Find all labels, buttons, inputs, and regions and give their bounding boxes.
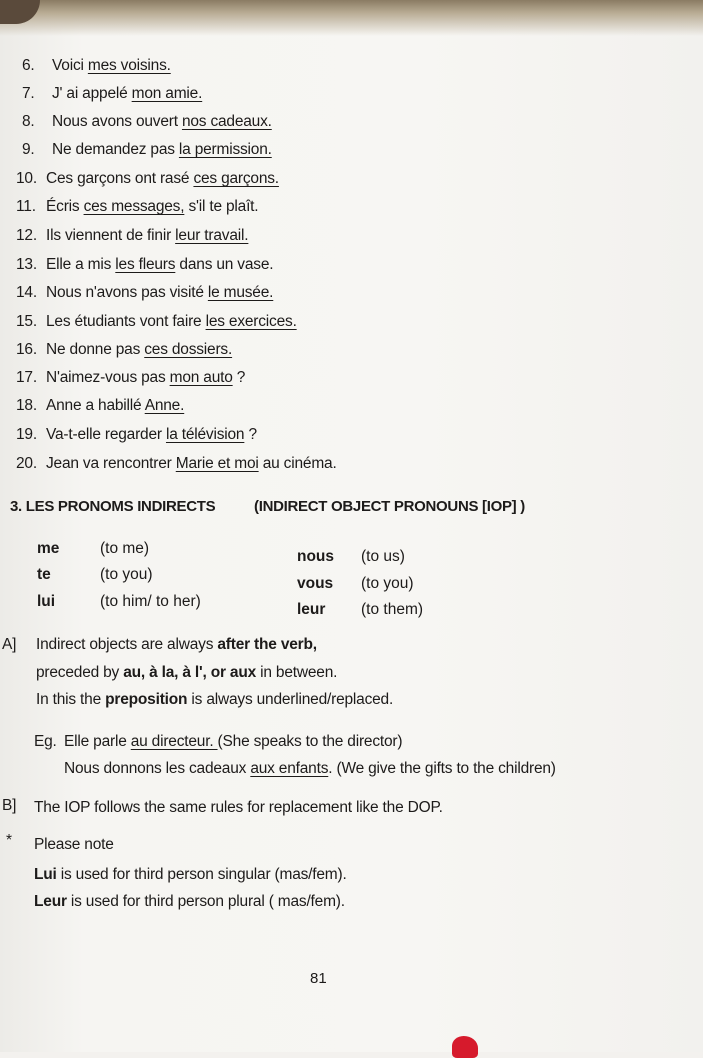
example-text: Elle parle [64,733,131,750]
exercise-underlined: la permission. [178,141,272,158]
exercise-number: 18. [16,397,37,414]
photo-shadow [0,0,703,36]
exercise-underlined: les exercices. [205,313,297,330]
rule-a-line-2 [36,664,337,682]
exercise-text: Voici [52,57,88,74]
exercise-item [22,141,272,159]
exercise-underlined: les fleurs [115,256,176,273]
exercise-number: 6. [22,57,35,74]
example-underlined: aux enfants [250,760,329,777]
exercise-text: Nous n'avons pas visité [46,284,208,301]
exercise-underlined: nos cadeaux. [181,113,272,130]
rule-text: preceded by [36,664,124,681]
note-text: is used for third person singular (mas/fem). [56,866,347,883]
exercise-number: 7. [22,85,35,102]
pronoun-row [37,593,201,611]
exercise-item [16,426,257,444]
exercise-number: 14. [16,284,37,301]
pronoun-meaning: (to us) [361,548,405,565]
exercise-text: Ne demandez pas [52,141,179,158]
example-line-2 [64,760,556,778]
rule-b-text: The IOP follows the same rules for replacement like the DOP. [34,799,443,816]
pronoun-row [37,540,149,558]
pronoun-word: te [37,566,51,583]
exercise-text: Ces garçons ont rasé [46,170,194,187]
pronoun-meaning: (to me) [100,540,150,557]
exercise-item [22,85,202,103]
exercise-number: 17. [16,369,37,386]
example-underlined: au directeur. [130,733,218,750]
exercise-item [16,397,184,415]
exercise-text: Anne a habillé [46,397,145,414]
exercise-number: 13. [16,256,37,273]
exercise-text: Ne donne pas [46,341,145,358]
exercise-text: au cinéma. [258,455,337,472]
example-label: Eg. [34,733,57,750]
exercise-text: J' ai appelé [52,85,132,102]
exercise-text: Écris [46,198,84,215]
pronoun-meaning: (to you) [100,566,153,583]
rule-bold: after the verb, [217,636,317,653]
note-title: Please note [34,836,114,853]
exercise-underlined: Marie et moi [175,455,259,472]
rule-a-line-3 [36,691,393,709]
exercise-number: 9. [22,141,35,158]
note-bold: Lui [34,866,57,883]
exercise-number: 8. [22,113,35,130]
pronoun-row [297,575,414,593]
exercise-underlined: mes voisins. [87,57,171,74]
exercise-text: ? [244,426,257,443]
exercise-item [16,256,273,274]
exercise-underlined: mon auto [169,369,233,386]
exercise-underlined: mon amie. [131,85,203,102]
exercise-number: 20. [16,455,37,472]
rule-text: In this the [36,691,106,708]
note-star: * [6,832,12,849]
exercise-number: 11. [16,198,36,215]
exercise-text: Ils viennent de finir [46,227,176,244]
exercise-text: ? [232,369,246,386]
note-line-2 [34,893,345,911]
exercise-number: 12. [16,227,37,244]
exercise-underlined: ces dossiers. [144,341,233,358]
rule-text: is always underlined/replaced. [187,691,394,708]
exercise-text: dans un vase. [175,256,274,273]
note-bold: Leur [34,893,67,910]
exercise-text: Les étudiants vont faire [46,313,206,330]
rule-b-label: B] [2,797,17,814]
pronoun-row [297,601,423,619]
exercise-underlined: ces messages, [83,198,185,215]
pronoun-word: vous [297,575,334,592]
note-line-1 [34,866,347,884]
pronoun-row [297,548,405,566]
rule-text: in between. [256,664,338,681]
exercise-text: Va-t-elle regarder [46,426,166,443]
example-translation: . (We give the gifts to the children) [328,760,556,777]
exercise-number: 10. [16,170,37,187]
pronoun-meaning: (to him/ to her) [100,593,201,610]
exercise-text: s'il te plaît. [184,198,259,215]
rule-text: Indirect objects are always [36,636,218,653]
example-translation: (She speaks to the director) [217,733,403,750]
exercise-item [16,198,258,216]
pronoun-word: lui [37,593,56,610]
section-subtitle: (INDIRECT OBJECT PRONOUNS [IOP] ) [254,498,525,515]
example-line-1 [34,733,402,751]
section-title: 3. LES PRONOMS INDIRECTS [10,498,216,515]
exercise-text: Nous avons ouvert [52,113,182,130]
exercise-text: Elle a mis [46,256,116,273]
exercise-underlined: leur travail. [175,227,249,244]
exercise-underlined: le musée. [207,284,274,301]
pronoun-word: nous [297,548,335,565]
pronoun-meaning: (to you) [361,575,414,592]
pronoun-word: me [37,540,60,557]
exercise-text: N'aimez-vous pas [46,369,170,386]
pronoun-row [37,566,153,584]
exercise-number: 16. [16,341,37,358]
exercise-underlined: ces garçons. [193,170,279,187]
exercise-item [16,284,273,302]
exercise-number: 15. [16,313,37,330]
exercise-item [22,113,272,131]
exercise-text: Jean va rencontrer [46,455,176,472]
page-number: 81 [310,970,327,987]
note-text: is used for third person plural ( mas/fem). [66,893,345,910]
exercise-item [16,341,232,359]
rule-a-label: A] [2,636,17,653]
exercise-item [16,170,279,188]
exercise-item [16,369,245,387]
rule-bold: au, à la, à l', or aux [123,664,257,681]
rule-a-line-1 [36,636,317,654]
exercise-item [16,313,297,331]
pronoun-meaning: (to them) [361,601,424,618]
exercise-underlined: la télévision [165,426,245,443]
exercise-number: 19. [16,426,37,443]
exercise-item [22,57,171,75]
exercise-item [16,227,248,245]
example-text: Nous donnons les cadeaux [64,760,251,777]
exercise-item [16,455,337,473]
pronoun-word: leur [297,601,326,618]
red-mark [452,1036,478,1058]
rule-bold: preposition [105,691,188,708]
exercise-underlined: Anne. [144,397,185,414]
